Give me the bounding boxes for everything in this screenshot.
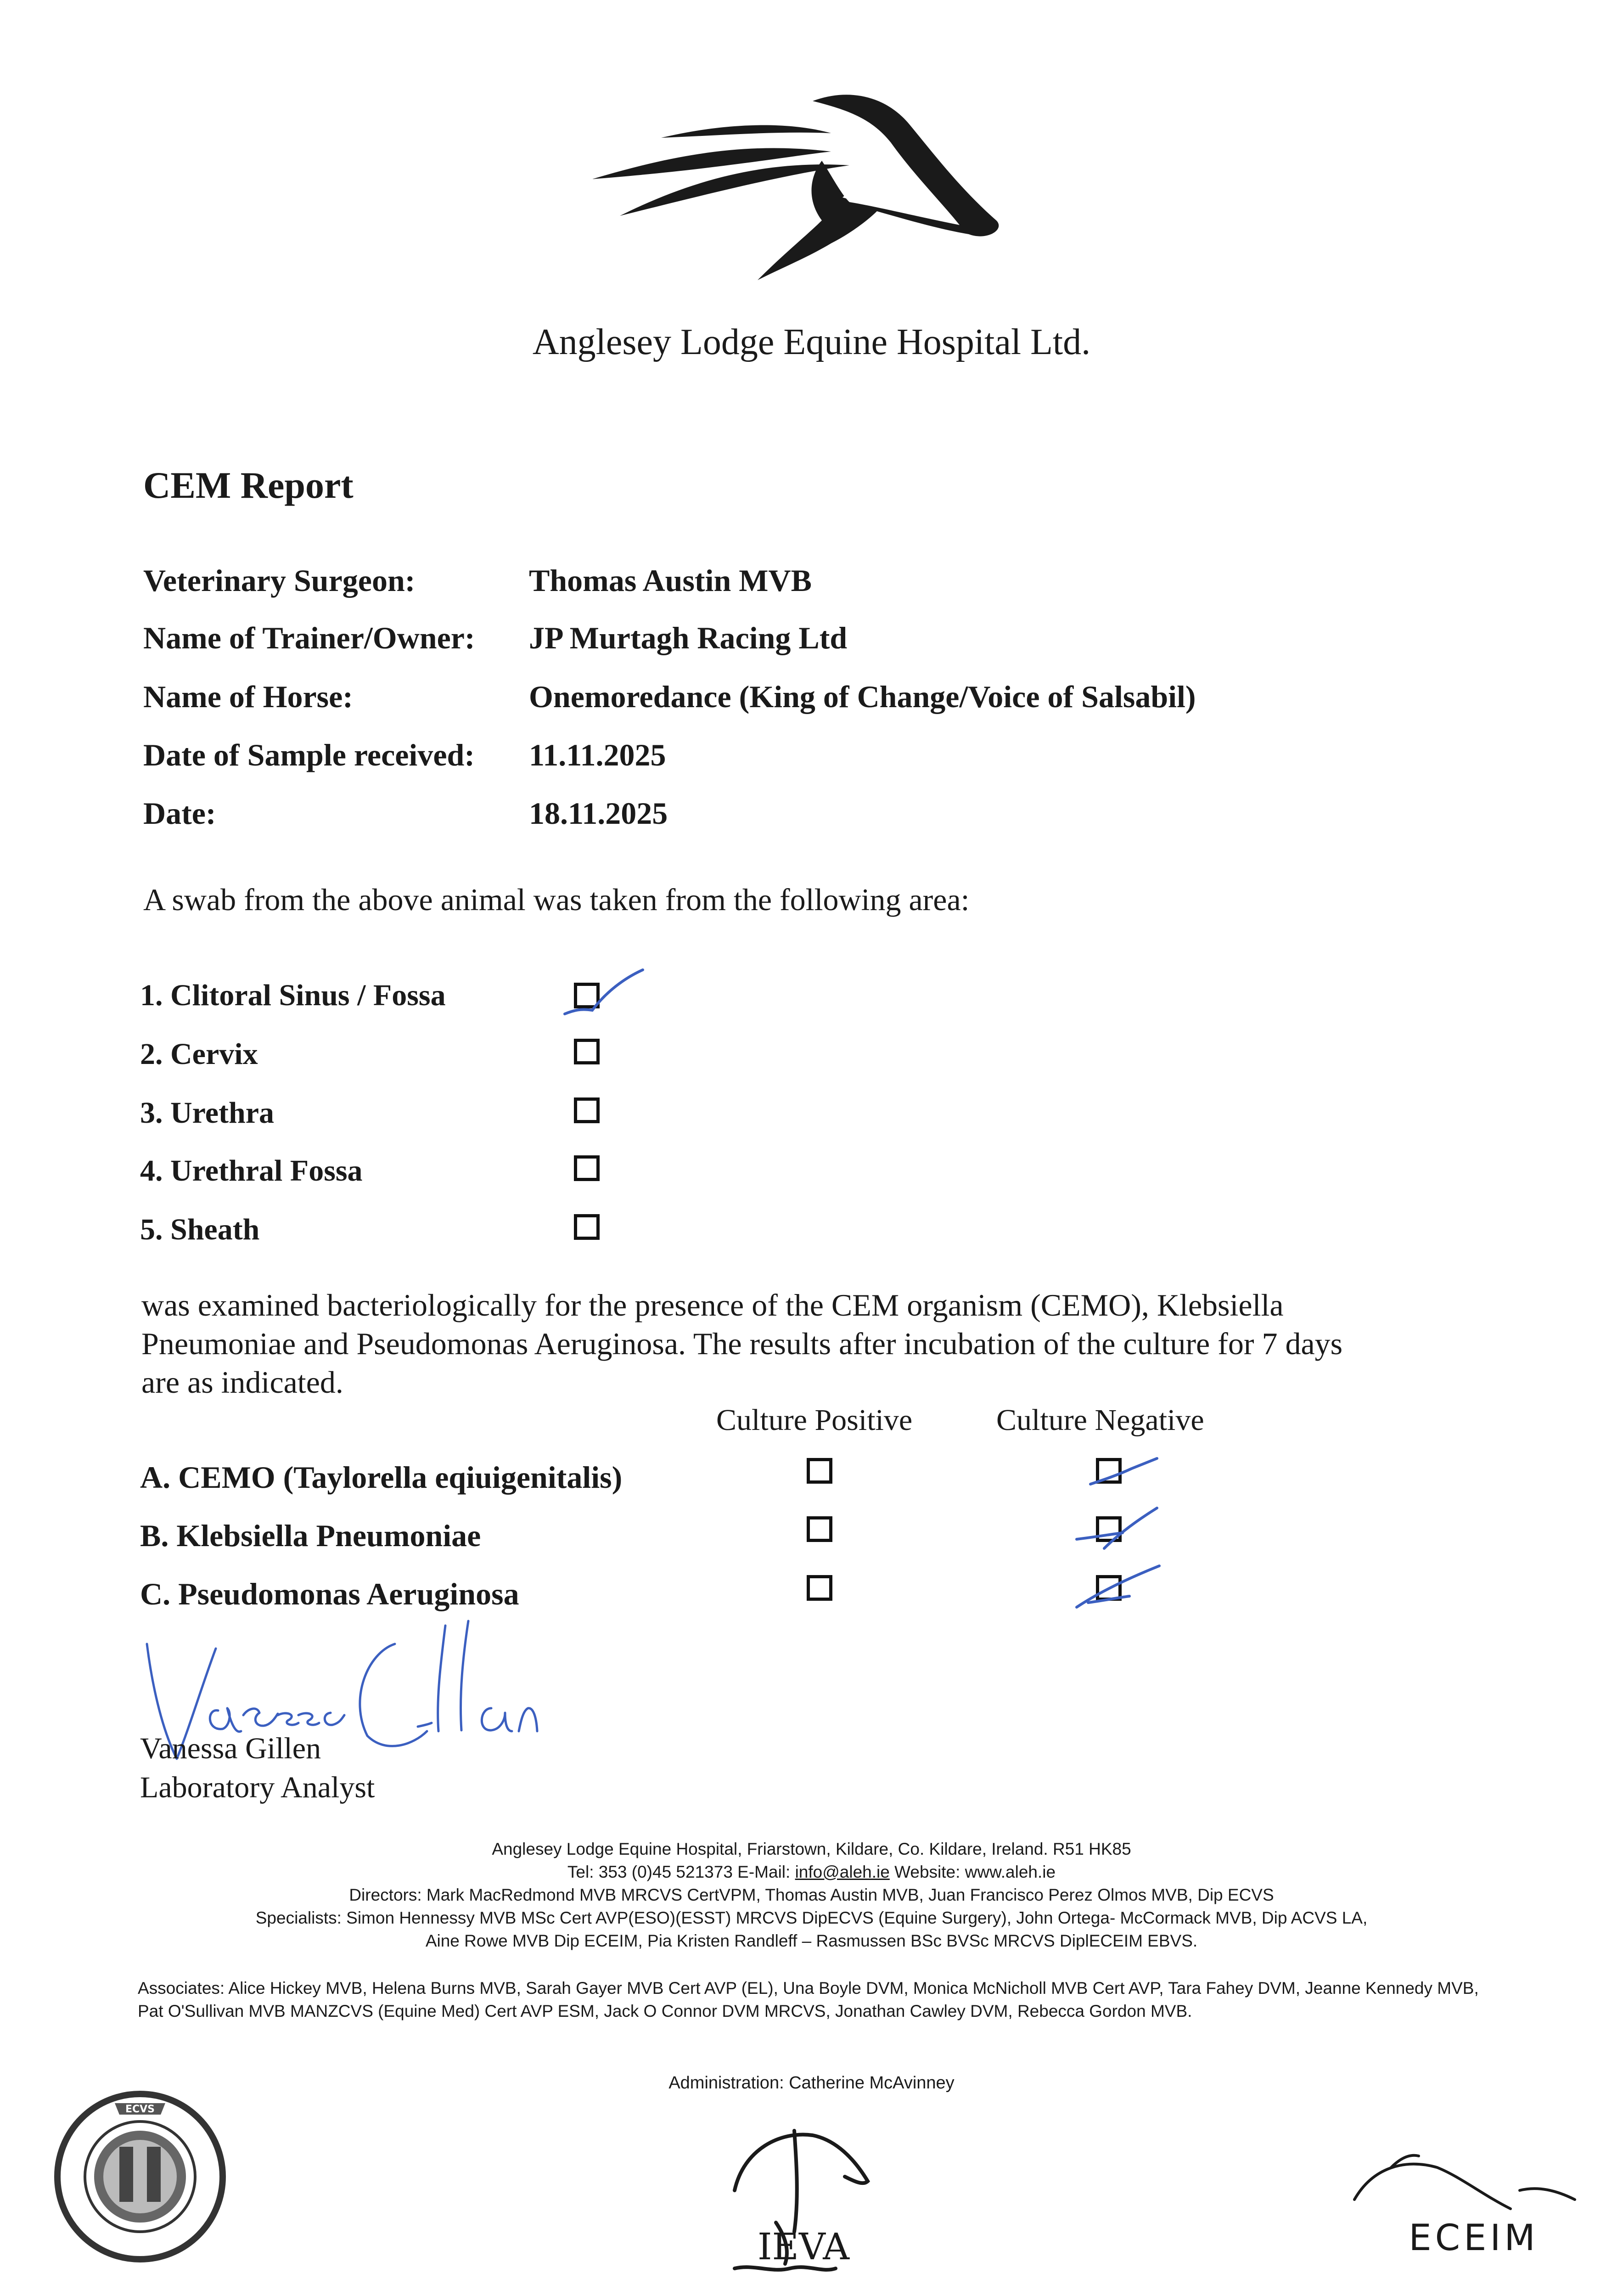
- site-sheath: 5. Sheath: [140, 1213, 260, 1246]
- footer-contact: [0, 1861, 1623, 1884]
- ieva-logo-text: IEVA: [757, 2225, 850, 2268]
- report-date-label: Date:: [143, 796, 216, 831]
- sample-received-value: 11.11.2025: [529, 737, 666, 772]
- horse-name-value: Onemoredance (King of Change/Voice of Salsabil): [529, 679, 1196, 714]
- ecvs-logo-text: ECVS: [125, 2104, 155, 2115]
- culture-positive-header: Culture Positive: [716, 1403, 913, 1437]
- footer-contact-prefix: Tel: 353 (0)45 521373 E-Mail:: [567, 1863, 795, 1881]
- result-pseudomonas-positive-checkbox[interactable]: [807, 1575, 832, 1601]
- footer-directors: Directors: Mark MacRedmond MVB MRCVS CertVPM, Thomas Austin MVB, Juan Francisco Perez Olmos MVB, Dip ECVS: [349, 1885, 1274, 1904]
- site-urethra: 3. Urethra: [140, 1096, 275, 1130]
- site-urethral-fossa-checkbox[interactable]: [574, 1155, 600, 1181]
- analyst-role: Laboratory Analyst: [140, 1771, 375, 1804]
- site-cervix-checkbox[interactable]: [574, 1039, 600, 1064]
- culture-negative-header: Culture Negative: [996, 1403, 1204, 1437]
- hospital-horse-logo: [592, 83, 1024, 280]
- sample-received-label: Date of Sample received:: [143, 737, 475, 772]
- vet-surgeon-label: Veterinary Surgeon:: [143, 563, 416, 598]
- footer-associates: Associates: Alice Hickey MVB, Helena Burns MVB, Sarah Gayer MVB Cert AVP (EL), Una Boyle DVM, Monica McNicholl MVB Cert AVP, Tara Fahey DVM, Jeanne Kennedy MVB, Pat O'Sullivan MVB MANZCVS (Equine Med) Cert AVP ESM, Jack O Connor DVM MRCVS, Jonathan Cawley DVM, Rebecca Gordon MVB.: [138, 1979, 1479, 2020]
- result-pseudomonas-negative-check: [1070, 1557, 1162, 1612]
- result-cemo-positive-checkbox[interactable]: [807, 1458, 832, 1484]
- footer-specialists-line1: Specialists: Simon Hennessy MVB MSc Cert AVP(ESO)(ESST) MRCVS DipECVS (Equine Surgery), John Ortega- McCormack MVB, Dip ACVS LA,: [255, 1908, 1368, 1927]
- swab-intro-text: A swab from the above animal was taken from the following area:: [143, 882, 970, 917]
- footer-administration: Administration: Catherine McAvinney: [668, 2073, 955, 2093]
- site-urethra-checkbox[interactable]: [574, 1097, 600, 1123]
- eceim-logo: [1345, 2140, 1584, 2259]
- trainer-owner-label: Name of Trainer/Owner:: [143, 620, 475, 655]
- report-title: CEM Report: [143, 464, 354, 506]
- footer-specialists-line2: Aine Rowe MVB Dip ECEIM, Pia Kristen Randleff – Rasmussen BSc BVSc MRCVS DiplECEIM EBVS.: [425, 1931, 1198, 1950]
- email-link[interactable]: info@aleh.ie: [795, 1863, 890, 1881]
- examination-text: was examined bacteriologically for the presence of the CEM organism (CEMO), Klebsiella Pneumoniae and Pseudomonas Aeruginosa. The results after incubation of the culture for 7 days are as indicated.: [141, 1288, 1343, 1400]
- site-sheath-checkbox[interactable]: [574, 1214, 600, 1240]
- result-klebsiella-positive-checkbox[interactable]: [807, 1516, 832, 1542]
- report-date-value: 18.11.2025: [529, 796, 668, 831]
- analyst-name: Vanessa Gillen: [140, 1732, 321, 1765]
- company-name: Anglesey Lodge Equine Hospital Ltd.: [532, 322, 1091, 362]
- result-pseudomonas-label: C. Pseudomonas Aeruginosa: [140, 1576, 519, 1611]
- site-cervix: 2. Cervix: [140, 1037, 258, 1071]
- footer-address: Anglesey Lodge Equine Hospital, Friarstown, Kildare, Co. Kildare, Ireland. R51 HK85: [492, 1840, 1131, 1858]
- footer-contact-suffix: Website: www.aleh.ie: [889, 1863, 1056, 1881]
- result-cemo-negative-check: [1077, 1446, 1159, 1492]
- trainer-owner-value: JP Murtagh Racing Ltd: [529, 620, 848, 655]
- eceim-logo-text: ECEIM: [1409, 2217, 1539, 2259]
- horse-name-label: Name of Horse:: [143, 679, 353, 714]
- result-klebsiella-negative-check: [1072, 1503, 1159, 1553]
- vet-surgeon-value: Thomas Austin MVB: [529, 563, 812, 598]
- ecvs-seal-logo: [32, 2089, 248, 2264]
- result-cemo-label: A. CEMO (Taylorella eqiuigenitalis): [140, 1460, 623, 1495]
- result-klebsiella-label: B. Klebsiella Pneumoniae: [140, 1518, 481, 1553]
- site-clitoral-sinus: 1. Clitoral Sinus / Fossa: [140, 979, 446, 1012]
- site-clitoral-sinus-check: [556, 964, 647, 1019]
- ieva-logo: [716, 2112, 891, 2282]
- site-urethral-fossa: 4. Urethral Fossa: [140, 1154, 363, 1187]
